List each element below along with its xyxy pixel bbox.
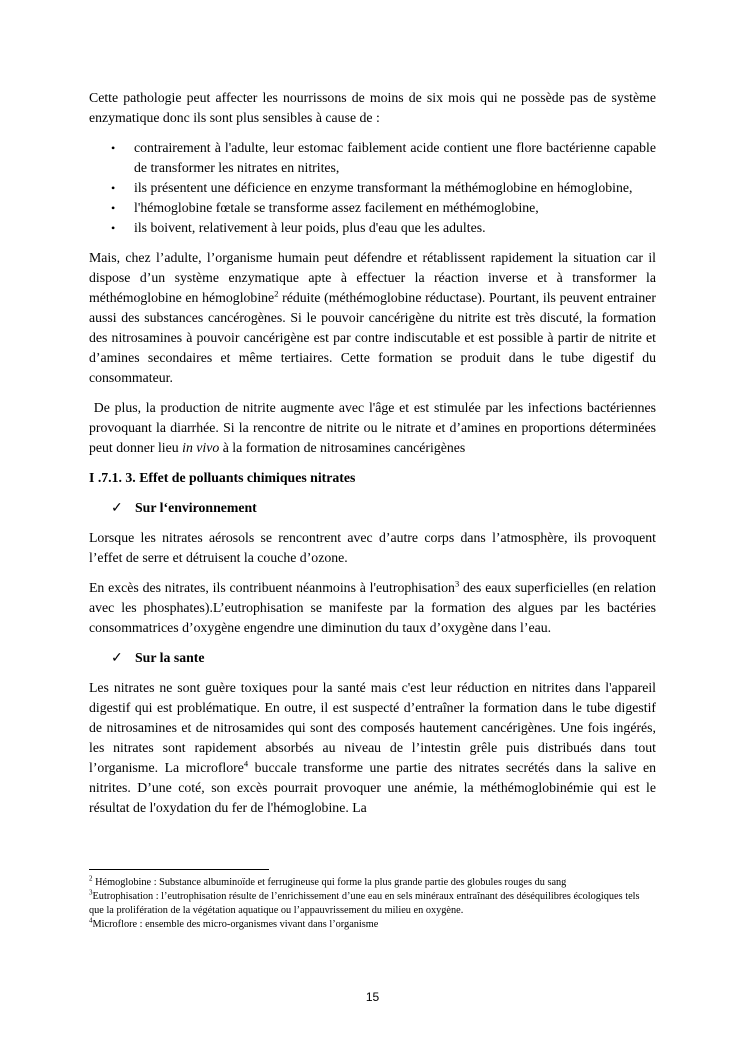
checkmark-icon: ✓ [111, 500, 123, 515]
bullet-icon: • [111, 141, 116, 155]
footnote-divider [89, 869, 269, 870]
section-heading: I .7.1. 3. Effet de polluants chimiques nitrates [89, 470, 356, 485]
footnote-ref: 3 [454, 578, 460, 589]
footnote: $^3$Eutrophisation : l’eutrophisation résulte de l’enrichissement d’une eau en sels minéraux entraînant des déséquilibres écologiques tels que la prolifération de la végétation aquatique ou l’appauvrissement du milieu en oxygène. [89, 888, 640, 916]
list-item: • ils présentent une déficience en enzyme transformant la méthémoglobine en hémoglobine, [89, 178, 656, 198]
footnote: $^2$ Hémoglobine : Substance albuminoïde et ferrugineuse qui forme la plus grande partie des globules rouges du sang [89, 874, 567, 888]
footnotes [89, 876, 656, 932]
subheading-environment: ✓ Sur l‘environnement [89, 498, 656, 518]
footnote-ref: 2 [274, 288, 279, 299]
body-text [89, 88, 656, 828]
age-paragraph: De plus, la production de nitrite augmente avec l'âge et est stimulée par les infections bactériennes provoquant la diarrhée. Si la rencontre de nitrite ou le nitrate et d’amines en proportions déterminées peut donner lieu in vivo à la formation de nitrosamines cancérigènes [89, 400, 657, 455]
intro-paragraph: Cette pathologie peut affecter les nourrissons de moins de six mois qui ne possède pas de système enzymatique donc ils sont plus sensibles à cause de : [89, 90, 656, 125]
list-item: • ils boivent, relativement à leur poids, plus d'eau que les adultes. [89, 218, 656, 238]
checkmark-icon: ✓ [111, 650, 123, 665]
adult-paragraph: Mais, chez l’adulte, l’organisme humain peut défendre et rétablissent rapidement la situation car il dispose d’un système enzymatique apte à effectuer la réaction inverse et à transformer la méthémoglobine en hémoglobine$^2$ réduite (méthémoglobine réductase). Pourtant, ils peuvent entrainer aussi des substances cancérogènes. Si le pouvoir cancérigène du nitrite est très discuté, la formation des nitrosamines à pouvoir cancérigène est par contre indiscutable et est possible à partir de nitrite et d’amines secondaires et même tertiaires. Cette formation se produit dans le tube digestif du consommateur. [89, 250, 657, 385]
health-paragraph: Les nitrates ne sont guère toxiques pour la santé mais c'est leur réduction en nitrites dans l'appareil digestif qui est problématique. En outre, il est suspecté d’entraîner la formation dans le tube digestif de nitrosamines et de nitrosamides qui sont des composés hautement cancérigènes. Une fois ingérés, les nitrates sont rapidement absorbés au niveau de l’intestin grêle puis distribués dans tout l’organisme. La microflore$^4$ buccale transforme une partie des nitrates secrétés dans la salive en nitrites. D’une coté, son excès pourrait provoquer une anémie, la méthémoglobinémie qui est le résultat de l'oxydation du fer de l'hémoglobine. La [89, 680, 656, 815]
footnote-ref: 4 [243, 758, 249, 769]
cause-list [89, 138, 656, 238]
bullet-icon: • [111, 221, 116, 235]
environment-paragraph-2: En excès des nitrates, ils contribuent néanmoins à l'eutrophisation$^3$ des eaux superficielles (en relation avec les phosphates).L’eutrophisation se manifeste par la formation des algues par les bactéries consommatrices d’oxygène engendre une diminution du taux d’oxygène dans l’eau. [89, 578, 656, 635]
environment-paragraph-1: Lorsque les nitrates aérosols se rencontrent avec d’autre corps dans l’atmosphère, ils provoquent l’effet de serre et détruisent la couche d’ozone. [89, 530, 656, 565]
in-vivo-term: in vivo [182, 440, 220, 455]
bullet-icon: • [111, 181, 116, 195]
list-item: • l'hémoglobine fœtale se transforme assez facilement en méthémoglobine, [89, 198, 656, 218]
subheading-health: ✓ Sur la sante [89, 648, 656, 668]
list-item: • contrairement à l'adulte, leur estomac faiblement acide contient une flore bactérienne capable de transformer les nitrates en nitrites, [111, 140, 656, 175]
bullet-icon: • [111, 201, 116, 215]
footnote: $^4$Microflore : ensemble des micro-organismes vivant dans l’organisme [89, 916, 379, 930]
page-number: 15 [365, 990, 380, 1004]
